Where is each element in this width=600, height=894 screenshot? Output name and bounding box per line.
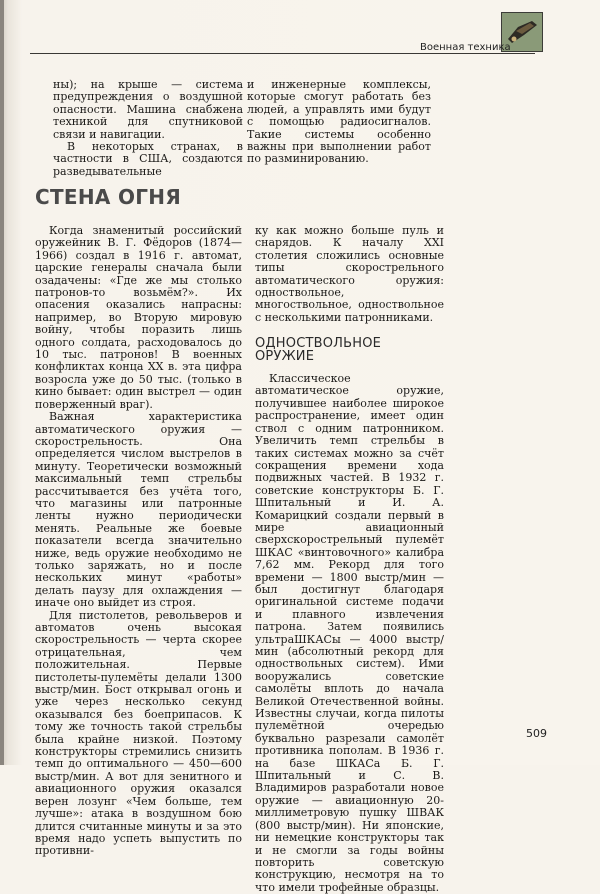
paragraph: Когда знаменитый российский оружейник В. Г. Фёдоров (1874—1966) создал в 1916 г. автомат, царские генералы сначала были озадачены: «Где же мы столько патронов-то возьмём?». Их опасения оказались напрасны: например, во Вторую мировую войну, чтобы поразить лишь одного солдата, расходовалось до 10 тыс. патронов! В военных конфликтах конца XX в. эта цифра возросла уже до 50 тыс. (только в кино бывает: один выстрел — один поверженный враг).: [35, 224, 242, 411]
paragraph: ны); на крыше — система предупреждения о воздушной опасности. Машина снабжена техникой для спутниковой связи и навигации.: [53, 78, 243, 141]
subheading: ОДНОСТВОЛЬНОЕ ОРУЖИЕ: [255, 336, 382, 364]
paragraph: Для пистолетов, револьверов и автоматов очень высокая скорострельность — черта скорее отрицательная, чем положительная. Первые пистолеты-пулемёты делали 1300 выстр/мин. Бост открывал огонь и уже через несколько секунд оказывался без боеприпасов. К тому же точность такой стрельбы была крайне низкой. Поэтому конструкторы стремились снизить темп до оптимального — 450—600 выстр/мин. А вот для зенитного и авиационного оружия оказался верен лозунг «Чем больше, тем лучше»: атака в воздушном бою длится считанные минуты и за это время надо успеть выпустить по противни-: [35, 608, 242, 858]
paragraph: Важная характеристика автоматического оружия — скорострельность. Она определяется числом выстрелов в минуту. Теоретически возможный максимальный темп стрельбы рассчитывается без учёта того, что магазины или патронные ленты нужно периодически менять. Реальные же боевые показатели всегда значительно ниже, ведь оружие необходимо не только заряжать, но и после нескольких минут «работы» делать паузу для охлаждения — иначе оно выйдет из строя.: [35, 410, 242, 610]
top-right-column: [247, 79, 431, 166]
paragraph: и инженерные комплексы, которые смогут работать без людей, а управлять ими будут с помощью радиосигналов. Такие системы особенно важны при выполнении работ по разминированию.: [247, 78, 431, 166]
page-number: 509: [526, 727, 547, 740]
paragraph: ку как можно больше пуль и снарядов. К началу XXI столетия сложились основные типы скорострельного автоматического оружия: одноствольное, многоствольное, одноствольное с несколькими патронниками.: [255, 224, 444, 324]
article-title: СТЕНА ОГНЯ: [35, 185, 182, 209]
header-divider: [30, 53, 535, 54]
article-left-column: [35, 225, 242, 858]
paragraph: Классическое автоматическое оружие, получившее наиболее широкое распространение, имеет один ствол с одним патронником. Увеличить темп стрельбы в таких системах можно за счёт сокращения времени хода подвижных частей. В 1932 г. советские конструкторы Б. Г. Шпитальный и И. А. Комарицкий создали первый в мире авиационный сверхскорострельный пулемёт ШКАС «винтовочного» калибра 7,62 мм. Рекорд для того времени — 1800 выстр/мин — был достигнут благодаря оригинальной системе подачи и плавного извлечения патрона. Затем появились ультраШКАСы — 4000 выстр/мин (абсолютный рекорд для одноствольных систем). Ими вооружались советские самолёты вплоть до начала Великой Отечественной войны. Известны случаи, когда пилоты пулемётной очередью буквально разрезали самолёт противника пополам. В 1936 г. на базе ШКАСа Б. Г. Шпитальный и С. В. Владимиров разработали новое оружие — авиационную 20-миллиметровую пушку ШВАК (800 выстр/мин). Ни японские, ни немецкие конструкторы так и не смогли за годы войны повторить советскую конструкцию, несмотря на то что имели трофейные образцы.: [255, 372, 444, 894]
paragraph: В некоторых странах, в частности в США, создаются разведывательные: [53, 140, 243, 178]
article-right-column: [255, 225, 444, 894]
top-left-column: [53, 79, 243, 178]
section-label: Военная техника: [420, 42, 511, 53]
page-spine-shadow: [0, 0, 4, 765]
